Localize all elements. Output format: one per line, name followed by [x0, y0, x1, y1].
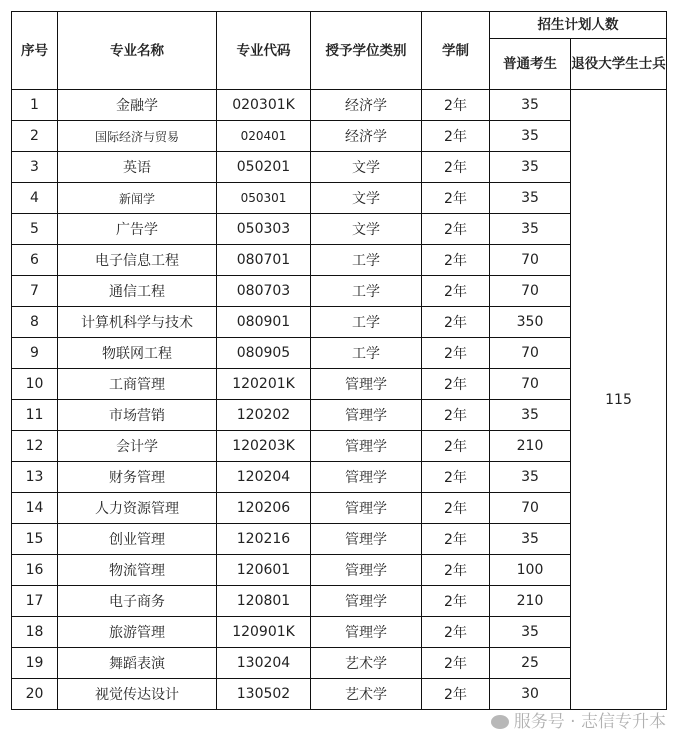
row-regular: 70 [490, 493, 571, 524]
table-row [12, 400, 667, 431]
row-degree: 管理学 [311, 524, 422, 555]
row-code: 120204 [217, 462, 311, 493]
table-row [12, 648, 667, 679]
row-code: 120202 [217, 400, 311, 431]
header-plan: 招生计划人数 [490, 12, 667, 39]
row-regular: 35 [490, 152, 571, 183]
row-no: 11 [12, 400, 58, 431]
row-degree: 管理学 [311, 586, 422, 617]
row-degree: 艺术学 [311, 648, 422, 679]
row-degree: 文学 [311, 152, 422, 183]
row-years: 2年 [422, 307, 490, 338]
row-name: 旅游管理 [58, 617, 217, 648]
row-code: 020401 [217, 121, 311, 152]
row-name: 新闻学 [58, 183, 217, 214]
row-years: 2年 [422, 524, 490, 555]
row-degree: 管理学 [311, 462, 422, 493]
row-name: 金融学 [58, 90, 217, 121]
table-row [12, 90, 667, 121]
row-degree: 经济学 [311, 121, 422, 152]
row-code: 130204 [217, 648, 311, 679]
row-no: 5 [12, 214, 58, 245]
header-name: 专业名称 [58, 12, 217, 90]
row-name: 财务管理 [58, 462, 217, 493]
row-regular: 35 [490, 400, 571, 431]
row-no: 16 [12, 555, 58, 586]
row-years: 2年 [422, 90, 490, 121]
row-years: 2年 [422, 555, 490, 586]
row-regular: 35 [490, 462, 571, 493]
row-years: 2年 [422, 183, 490, 214]
row-years: 2年 [422, 152, 490, 183]
row-name: 广告学 [58, 214, 217, 245]
row-name: 创业管理 [58, 524, 217, 555]
enrollment-table [11, 11, 667, 710]
row-name: 通信工程 [58, 276, 217, 307]
watermark [11, 712, 666, 732]
row-degree: 管理学 [311, 369, 422, 400]
row-name: 计算机科学与技术 [58, 307, 217, 338]
row-no: 10 [12, 369, 58, 400]
row-no: 19 [12, 648, 58, 679]
row-no: 14 [12, 493, 58, 524]
row-code: 120203K [217, 431, 311, 462]
row-regular: 35 [490, 617, 571, 648]
row-code: 050303 [217, 214, 311, 245]
header-degree: 授予学位类别 [311, 12, 422, 90]
table-row [12, 183, 667, 214]
row-regular: 30 [490, 679, 571, 710]
row-code: 120901K [217, 617, 311, 648]
table-row [12, 493, 667, 524]
row-code: 080905 [217, 338, 311, 369]
table-row [12, 152, 667, 183]
row-name: 市场营销 [58, 400, 217, 431]
veteran-total: 115 [571, 90, 667, 710]
row-degree: 文学 [311, 214, 422, 245]
table-row [12, 214, 667, 245]
row-code: 130502 [217, 679, 311, 710]
row-degree: 经济学 [311, 90, 422, 121]
row-no: 12 [12, 431, 58, 462]
row-regular: 70 [490, 338, 571, 369]
header-code: 专业代码 [217, 12, 311, 90]
row-regular: 100 [490, 555, 571, 586]
row-name: 英语 [58, 152, 217, 183]
row-code: 050201 [217, 152, 311, 183]
row-degree: 管理学 [311, 493, 422, 524]
row-name: 物联网工程 [58, 338, 217, 369]
row-no: 6 [12, 245, 58, 276]
row-code: 050301 [217, 183, 311, 214]
row-degree: 工学 [311, 276, 422, 307]
row-degree: 管理学 [311, 617, 422, 648]
row-name: 电子商务 [58, 586, 217, 617]
table-row [12, 524, 667, 555]
row-no: 18 [12, 617, 58, 648]
table-row [12, 586, 667, 617]
row-name: 视觉传达设计 [58, 679, 217, 710]
row-degree: 艺术学 [311, 679, 422, 710]
table-row [12, 338, 667, 369]
row-no: 8 [12, 307, 58, 338]
row-regular: 210 [490, 586, 571, 617]
row-name: 舞蹈表演 [58, 648, 217, 679]
row-name: 人力资源管理 [58, 493, 217, 524]
row-years: 2年 [422, 431, 490, 462]
row-code: 080901 [217, 307, 311, 338]
row-name: 国际经济与贸易 [58, 121, 217, 152]
header-regular: 普通考生 [490, 39, 571, 90]
row-name: 电子信息工程 [58, 245, 217, 276]
header-years: 学制 [422, 12, 490, 90]
row-no: 4 [12, 183, 58, 214]
row-years: 2年 [422, 679, 490, 710]
row-no: 17 [12, 586, 58, 617]
table-row [12, 679, 667, 710]
row-degree: 管理学 [311, 431, 422, 462]
row-years: 2年 [422, 369, 490, 400]
row-years: 2年 [422, 586, 490, 617]
row-regular: 25 [490, 648, 571, 679]
row-code: 120801 [217, 586, 311, 617]
row-no: 13 [12, 462, 58, 493]
row-code: 120206 [217, 493, 311, 524]
row-regular: 35 [490, 524, 571, 555]
row-degree: 工学 [311, 338, 422, 369]
row-regular: 35 [490, 121, 571, 152]
row-years: 2年 [422, 214, 490, 245]
row-name: 会计学 [58, 431, 217, 462]
row-years: 2年 [422, 493, 490, 524]
row-no: 1 [12, 90, 58, 121]
table-row [12, 431, 667, 462]
row-no: 2 [12, 121, 58, 152]
row-code: 080701 [217, 245, 311, 276]
row-years: 2年 [422, 338, 490, 369]
row-years: 2年 [422, 648, 490, 679]
table-row [12, 462, 667, 493]
row-no: 20 [12, 679, 58, 710]
table-row [12, 276, 667, 307]
row-code: 120201K [217, 369, 311, 400]
row-regular: 70 [490, 276, 571, 307]
row-regular: 350 [490, 307, 571, 338]
row-years: 2年 [422, 245, 490, 276]
table-row [12, 617, 667, 648]
watermark-text: 服务号 · 志信专升本 [513, 712, 666, 732]
row-code: 120601 [217, 555, 311, 586]
row-code: 120216 [217, 524, 311, 555]
row-regular: 70 [490, 369, 571, 400]
row-code: 020301K [217, 90, 311, 121]
row-years: 2年 [422, 121, 490, 152]
table-row [12, 121, 667, 152]
row-regular: 35 [490, 214, 571, 245]
row-years: 2年 [422, 617, 490, 648]
table-row [12, 369, 667, 400]
row-name: 工商管理 [58, 369, 217, 400]
row-years: 2年 [422, 276, 490, 307]
table-row [12, 555, 667, 586]
row-years: 2年 [422, 462, 490, 493]
row-years: 2年 [422, 400, 490, 431]
row-no: 3 [12, 152, 58, 183]
row-regular: 70 [490, 245, 571, 276]
row-no: 7 [12, 276, 58, 307]
row-degree: 管理学 [311, 555, 422, 586]
header-no: 序号 [12, 12, 58, 90]
table-row [12, 245, 667, 276]
row-regular: 210 [490, 431, 571, 462]
row-degree: 工学 [311, 245, 422, 276]
row-code: 080703 [217, 276, 311, 307]
row-degree: 文学 [311, 183, 422, 214]
table-row [12, 307, 667, 338]
row-no: 9 [12, 338, 58, 369]
header-veteran: 退役大学生士兵 [571, 39, 667, 90]
row-degree: 工学 [311, 307, 422, 338]
row-degree: 管理学 [311, 400, 422, 431]
row-regular: 35 [490, 183, 571, 214]
row-regular: 35 [490, 90, 571, 121]
wechat-icon [491, 715, 509, 729]
row-name: 物流管理 [58, 555, 217, 586]
row-no: 15 [12, 524, 58, 555]
